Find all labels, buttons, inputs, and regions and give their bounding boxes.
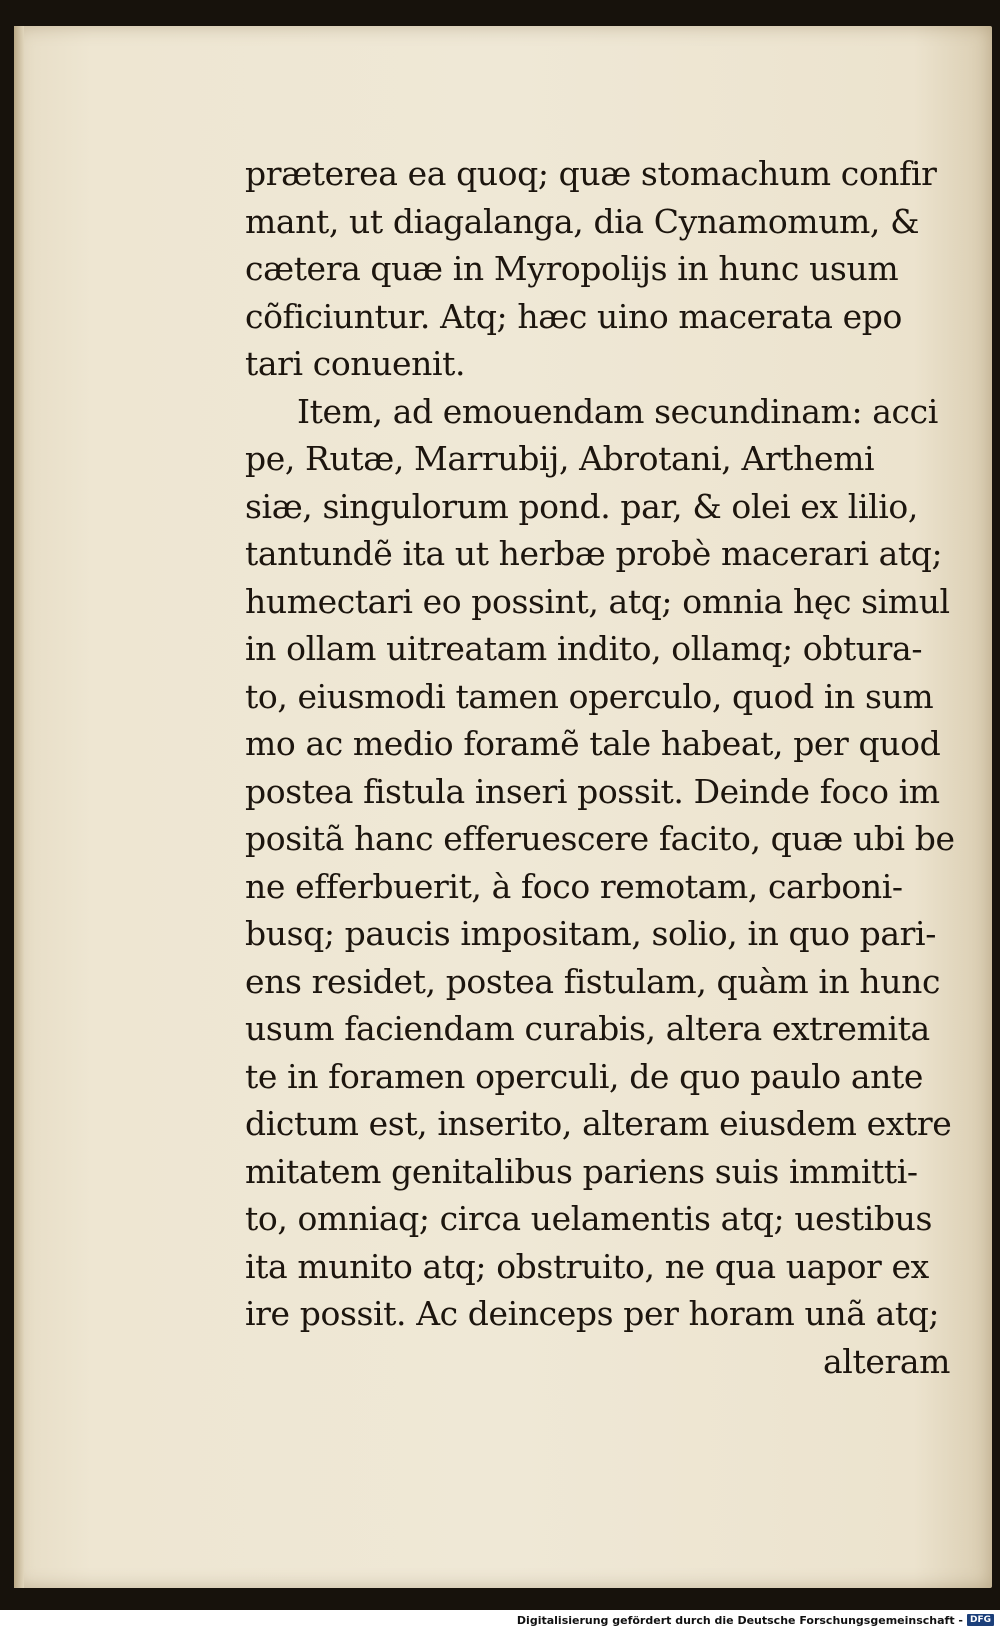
text-line: te in foramen operculi, de quo paulo ante bbox=[245, 1056, 923, 1096]
text-line: cætera quæ in Myropolijs in hunc usum bbox=[245, 249, 899, 288]
footer-credit-text: Digitalisierung gefördert durch die Deutsche Forschungsgemeinschaft - bbox=[516, 1613, 963, 1627]
text-line: ire possit. Ac deinceps per horam unã atq; bbox=[245, 1294, 940, 1333]
text-line: mant, ut diagalanga, dia Cynamomum, & bbox=[245, 201, 920, 241]
text-line: ne efferbuerit, à foco remotam, carboni- bbox=[245, 866, 903, 906]
text-line: to, omniaq; circa uelamentis atq; uestibus bbox=[245, 1199, 932, 1238]
text-line: ita munito atq; obstruito, ne qua uapor ex bbox=[245, 1246, 929, 1286]
page-edge bbox=[14, 26, 24, 1588]
text-line: tari conuenit. bbox=[245, 344, 466, 383]
text-line: pe, Rutæ, Marrubij, Abrotani, Arthemi bbox=[245, 439, 875, 478]
text-line: postea fistula inseri possit. Deinde foco im bbox=[245, 771, 940, 811]
text-line: tantundẽ ita ut herbæ probè macerari atq; bbox=[245, 534, 943, 573]
text-line: to, eiusmodi tamen operculo, quod in sum bbox=[245, 676, 934, 716]
text-line: mitatem genitalibus pariens suis immitti- bbox=[245, 1151, 918, 1191]
text-line: cõficiuntur. Atq; hæc uino macerata epo bbox=[245, 296, 902, 336]
paragraph-start-line: Item, ad emouendam secundinam: acci bbox=[297, 391, 938, 431]
catchword: alteram bbox=[823, 1341, 950, 1381]
text-line: præterea ea quoq; quæ stomachum confir bbox=[245, 154, 937, 193]
text-line: usum faciendam curabis, altera extremita bbox=[245, 1009, 930, 1048]
text-line: humectari eo possint, atq; omnia hęc simul bbox=[245, 581, 950, 621]
text-line: in ollam uitreatam indito, ollamq; obtura- bbox=[245, 629, 923, 668]
dfg-logo: DFG bbox=[967, 1614, 994, 1626]
text-line: busq; paucis impositam, solio, in quo pari- bbox=[245, 914, 936, 953]
digitization-footer bbox=[517, 1612, 994, 1628]
text-line: dictum est, inserito, alteram eiusdem extre bbox=[245, 1104, 952, 1143]
text-line: ens residet, postea fistulam, quàm in hunc bbox=[245, 961, 941, 1001]
text-line: positã hanc efferuescere facito, quæ ubi be bbox=[245, 819, 955, 858]
text-line: mo ac medio foramẽ tale habeat, per quod bbox=[245, 724, 941, 763]
text-block bbox=[245, 150, 955, 1385]
text-line: siæ, singulorum pond. par, & olei ex lilio, bbox=[245, 486, 918, 526]
